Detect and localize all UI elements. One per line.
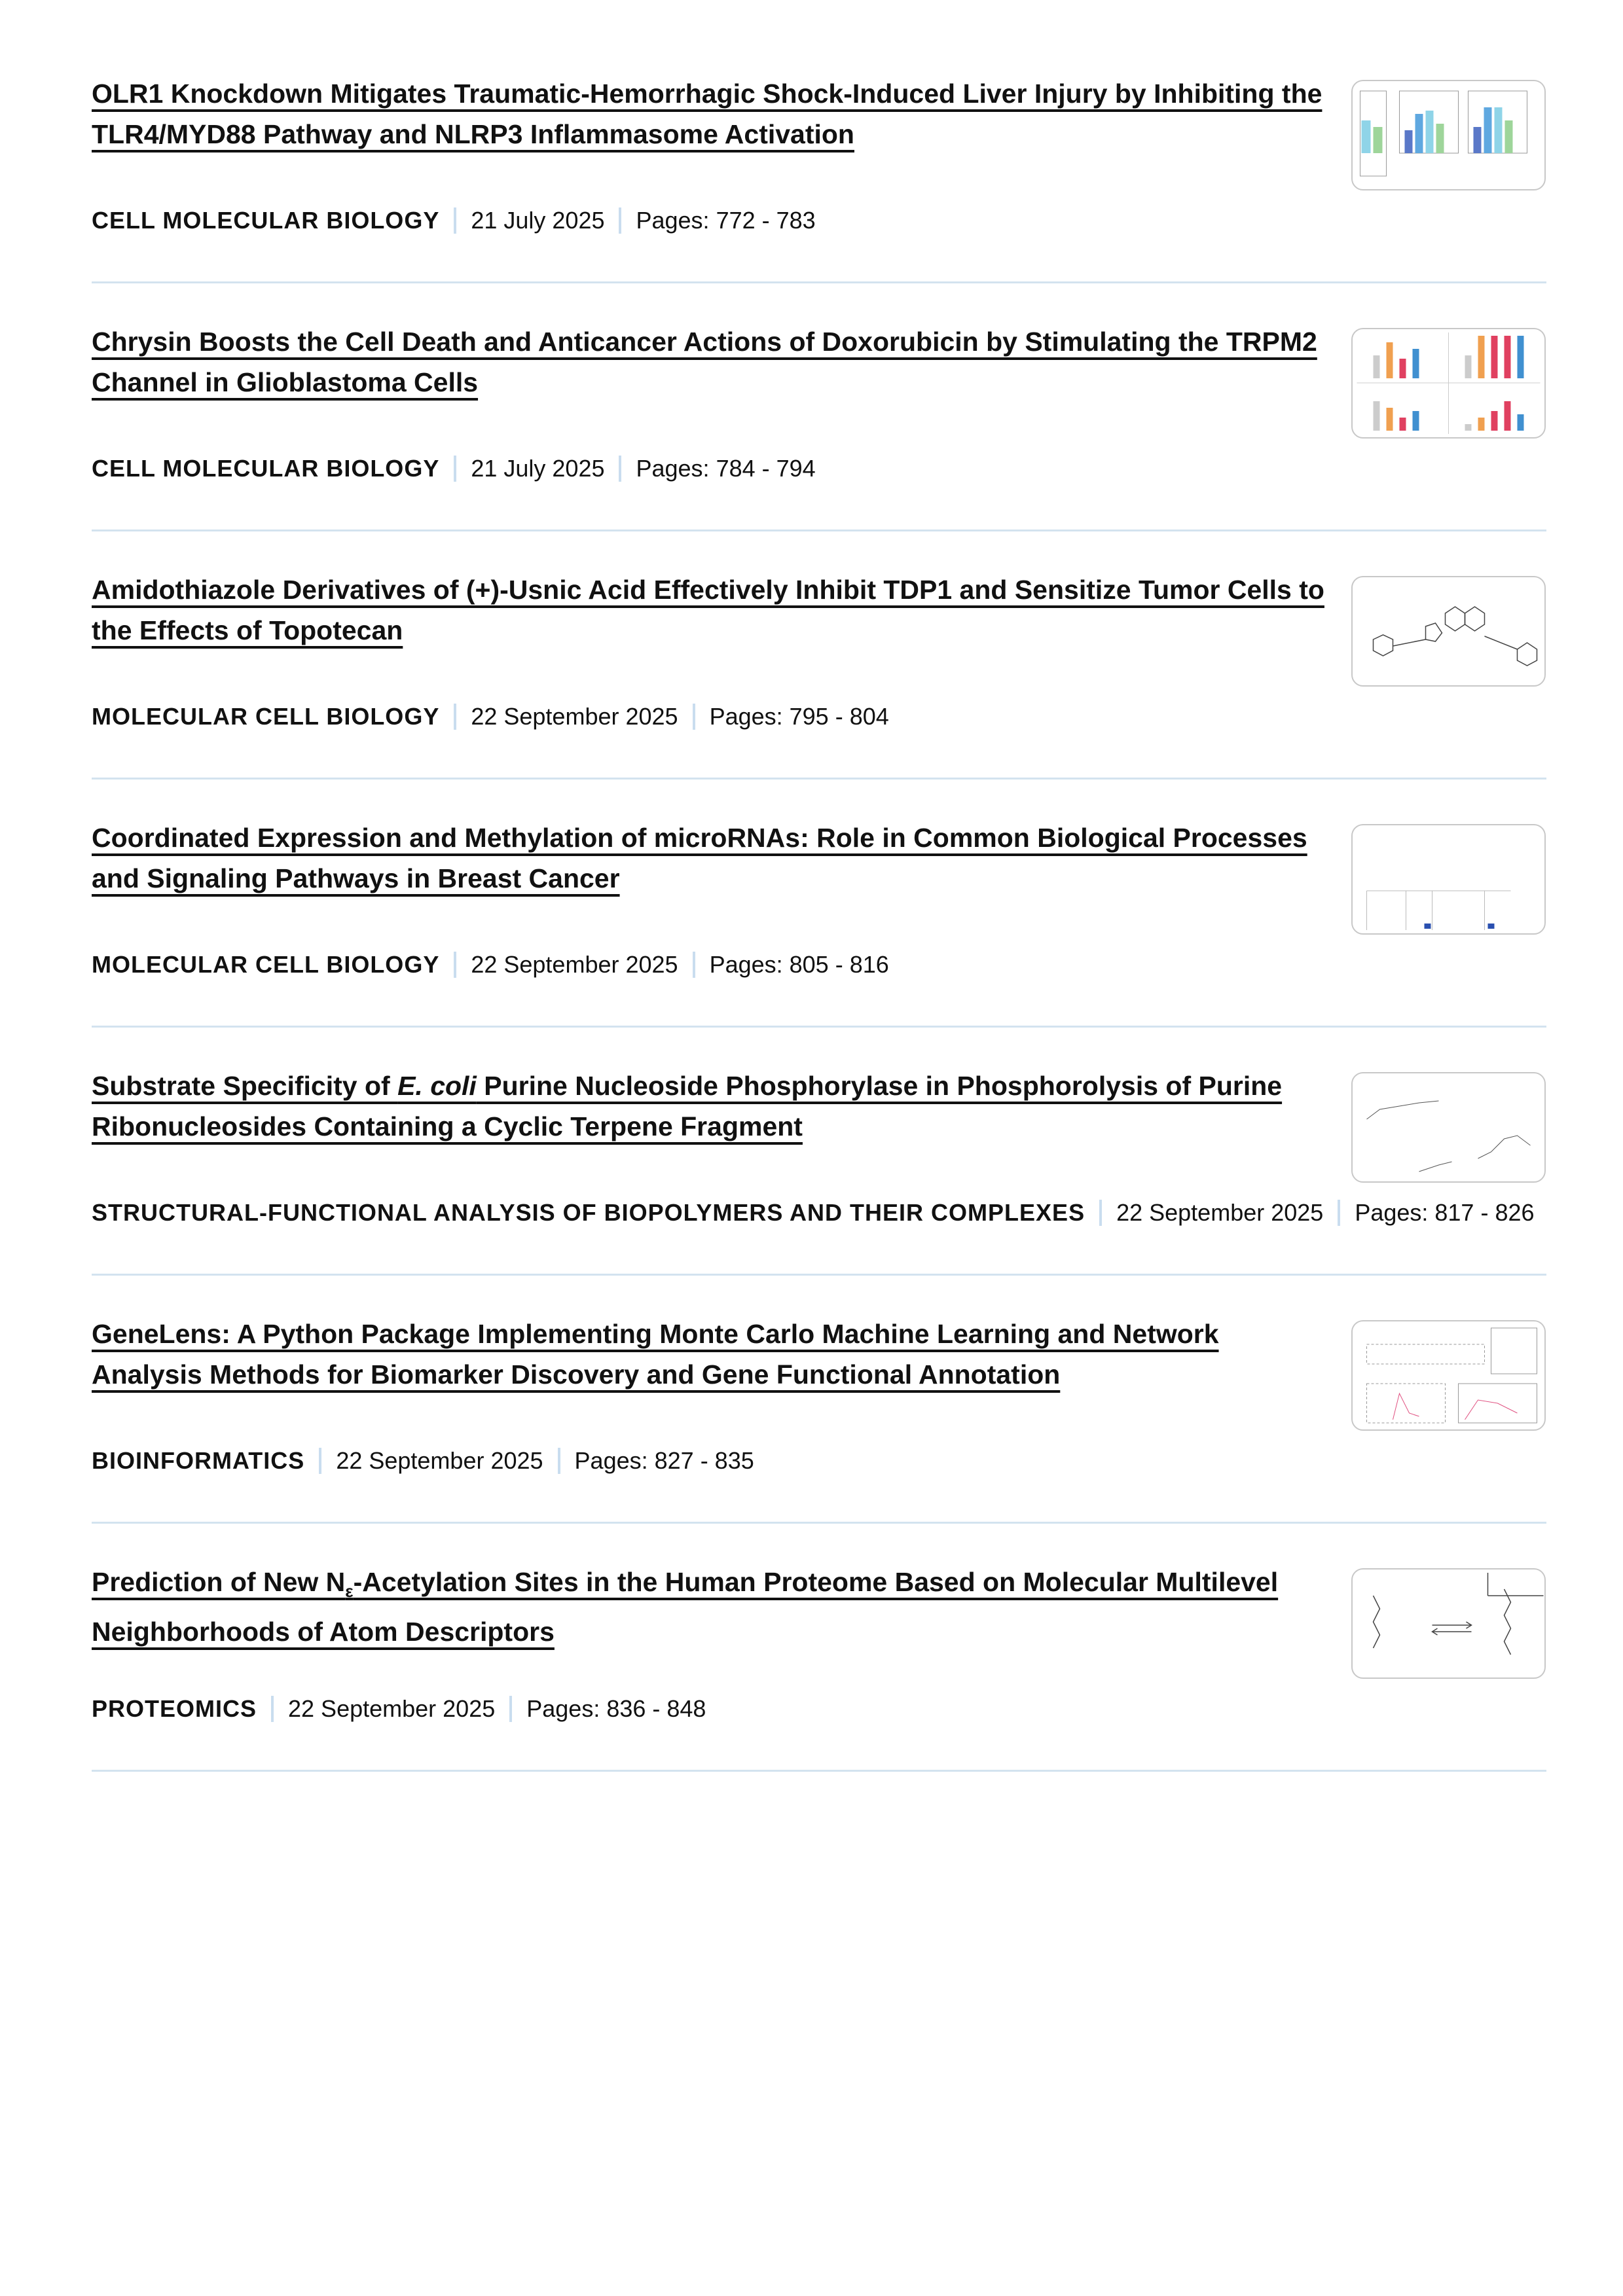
publish-date: 22 September 2025: [288, 1695, 496, 1722]
article-item: [92, 283, 1546, 531]
article-thumbnail[interactable]: [1351, 80, 1546, 190]
title-text: Purine Nucleoside Phosphorylase in Phosphorolysis of Purine Ribonucleosides Containing a Cyclic Terpene Fragment: [92, 1071, 1283, 1141]
article-thumbnail[interactable]: [1351, 824, 1546, 935]
meta-separator: [619, 207, 621, 234]
meta-separator: [454, 456, 456, 482]
article-meta: [92, 703, 889, 730]
publish-date: 22 September 2025: [336, 1447, 543, 1474]
title-text: Prediction of New N: [92, 1567, 346, 1597]
meta-separator: [319, 1448, 321, 1474]
page-range: Pages: 784 - 794: [636, 455, 816, 482]
article-item: [92, 1028, 1546, 1276]
meta-separator: [619, 456, 621, 482]
journal-section[interactable]: PROTEOMICS: [92, 1695, 257, 1722]
publish-date: 21 July 2025: [471, 455, 605, 482]
article-title-link[interactable]: Chrysin Boosts the Cell Death and Anticancer Actions of Doxorubicin by Stimulating the TRPM2 Channel in Glioblastoma Cells: [92, 327, 1317, 397]
title-subscript: ε: [345, 1581, 354, 1602]
meta-separator: [454, 704, 456, 730]
article-meta: [92, 951, 889, 978]
meta-separator: [693, 704, 695, 730]
article-meta: [92, 1447, 754, 1475]
article-item: [92, 35, 1546, 283]
meta-separator: [558, 1448, 560, 1474]
chemical-structure-thumbnail-image: [1353, 577, 1544, 685]
article-thumbnail[interactable]: [1351, 576, 1546, 687]
article-title: [92, 321, 1336, 403]
meta-separator: [454, 952, 456, 978]
article-thumbnail[interactable]: [1351, 328, 1546, 439]
journal-section[interactable]: MOLECULAR CELL BIOLOGY: [92, 703, 440, 730]
article-thumbnail[interactable]: [1351, 1568, 1546, 1679]
reaction-scheme-thumbnail-image: [1353, 1570, 1544, 1677]
article-title-link[interactable]: Coordinated Expression and Methylation of microRNAs: Role in Common Biological Processes and Signaling Pathways in Breast Cancer: [92, 823, 1307, 893]
article-title-link[interactable]: Amidothiazole Derivatives of (+)-Usnic Acid Effectively Inhibit TDP1 and Sensitize Tumor Cells to the Effects of Topotecan: [92, 575, 1324, 645]
journal-section[interactable]: CELL MOLECULAR BIOLOGY: [92, 207, 440, 234]
publish-date: 22 September 2025: [1116, 1199, 1324, 1226]
article-title: [92, 1066, 1336, 1147]
article-item: [92, 1276, 1546, 1524]
journal-section[interactable]: STRUCTURAL-FUNCTIONAL ANALYSIS OF BIOPOLYMERS AND THEIR COMPLEXES: [92, 1199, 1085, 1226]
journal-section[interactable]: BIOINFORMATICS: [92, 1447, 305, 1474]
page-range: Pages: 772 - 783: [636, 207, 816, 234]
article-item: [92, 1524, 1546, 1772]
heatmap-thumbnail-image: [1353, 825, 1544, 933]
article-meta: [92, 1695, 706, 1723]
bar-chart-thumbnail-image: [1353, 81, 1544, 189]
meta-separator: [1099, 1200, 1102, 1226]
article-title-link[interactable]: [92, 1567, 1278, 1647]
article-thumbnail[interactable]: [1351, 1320, 1546, 1431]
page-range: Pages: 827 - 835: [574, 1447, 754, 1474]
page-range: Pages: 836 - 848: [526, 1695, 706, 1722]
title-text: Substrate Specificity of: [92, 1071, 398, 1101]
line-plot-thumbnail-image: [1353, 1073, 1544, 1181]
title-text: -Acetylation Sites in the Human Proteome Based on Molecular Multilevel Neighborhoods of Atom Descriptors: [92, 1567, 1279, 1647]
journal-section[interactable]: MOLECULAR CELL BIOLOGY: [92, 951, 440, 978]
article-title: [92, 1314, 1336, 1395]
article-meta: [92, 455, 816, 482]
journal-section[interactable]: CELL MOLECULAR BIOLOGY: [92, 455, 440, 482]
publish-date: 22 September 2025: [471, 703, 678, 730]
page-range: Pages: 805 - 816: [709, 951, 889, 978]
article-title: [92, 817, 1336, 899]
publish-date: 21 July 2025: [471, 207, 605, 234]
article-meta: [92, 1199, 1535, 1227]
article-list: [92, 35, 1546, 1772]
article-item: [92, 531, 1546, 780]
article-title-link[interactable]: GeneLens: A Python Package Implementing Monte Carlo Machine Learning and Network Analysis Methods for Biomarker Discovery and Gene Functional Annotation: [92, 1319, 1219, 1390]
article-title: [92, 569, 1336, 651]
page-range: Pages: 817 - 826: [1355, 1199, 1535, 1226]
article-title: [92, 73, 1336, 154]
workflow-diagram-thumbnail-image: [1353, 1321, 1544, 1429]
article-meta: [92, 207, 816, 234]
meta-separator: [454, 207, 456, 234]
article-title-link[interactable]: [92, 1071, 1282, 1141]
bar-chart-thumbnail-image: [1353, 329, 1544, 437]
article-title-link[interactable]: OLR1 Knockdown Mitigates Traumatic-Hemorrhagic Shock-Induced Liver Injury by Inhibiting the TLR4/MYD88 Pathway and NLRP3 Inflammasome Activation: [92, 79, 1322, 149]
meta-separator: [1338, 1200, 1340, 1226]
article-title: [92, 1562, 1336, 1652]
title-italic-text: E. coli: [397, 1071, 477, 1101]
article-thumbnail[interactable]: [1351, 1072, 1546, 1183]
page-range: Pages: 795 - 804: [709, 703, 889, 730]
meta-separator: [509, 1696, 512, 1722]
publish-date: 22 September 2025: [471, 951, 678, 978]
article-item: [92, 780, 1546, 1028]
meta-separator: [693, 952, 695, 978]
meta-separator: [271, 1696, 274, 1722]
